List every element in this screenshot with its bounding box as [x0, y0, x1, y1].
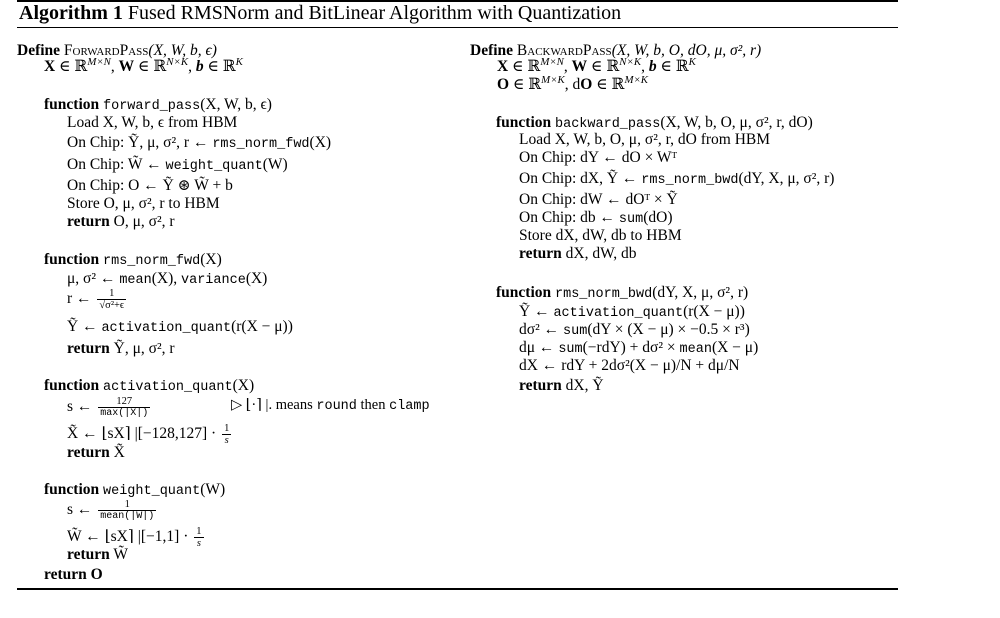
backward-pass-line: Load X, W, b, O, μ, σ², r, dO from HBM	[519, 131, 771, 148]
forward-define-types: X ∈ ℝ$^{M\times N}$, W ∈ ℝ$^{N\times K}$, b ∈ ℝ$^K$	[44, 55, 243, 75]
rms-norm-bwd-return: return dX, Ỹ	[519, 377, 604, 394]
rms-norm-bwd-line: dX ← rdY + 2dσ²(X − μ)/N + dμ/N	[519, 357, 740, 374]
forward-pass-return: return O, μ, σ², r	[67, 213, 175, 230]
backward-pass-line: Store dX, dW, db to HBM	[519, 227, 682, 244]
forward-pass-line: Load X, W, b, ϵ from HBM	[67, 114, 238, 131]
weight-quant-return: return W̃	[67, 546, 129, 563]
backward-pass-header: function backward_pass(X, W, b, O, μ, σ², r, dO)	[496, 114, 813, 132]
weight-quant-line: W̃ ← ⌊sX⌉ |[−1,1] · $\frac{1}{s}$	[67, 526, 202, 549]
fraction: $\frac{127}{\max(|X|)}$	[100, 396, 149, 419]
backward-define-types: O ∈ ℝ$^{M\times K}$, dO ∈ ℝ$^{M\times K}$	[497, 73, 649, 93]
rms-norm-fwd-line: μ, σ² ← mean(X), variance(X)	[67, 270, 268, 288]
algorithm-caption: Fused RMSNorm and BitLinear Algorithm with Quantization	[127, 2, 622, 24]
fraction: $\frac{1}{\text{√σ²+ϵ}}$	[99, 288, 125, 311]
backward-pass-line: On Chip: dW ← dOᵀ × Ỹ	[519, 191, 678, 208]
final-return: return O	[44, 566, 103, 583]
forward-pass-line: On Chip: W̃ ← weight_quant(W)	[67, 156, 288, 174]
fraction: $\frac{1}{s}$	[224, 423, 230, 446]
rms-norm-fwd-header: function rms_norm_fwd(X)	[44, 251, 222, 269]
forward-pass-line: On Chip: O ← Ỹ ⊛ W̃ + b	[67, 177, 233, 194]
backward-pass-return: return dX, dW, db	[519, 245, 637, 262]
weight-quant-header: function weight_quant(W)	[44, 481, 226, 499]
bottom-rule	[17, 588, 898, 590]
activation-quant-line: X̃ ← ⌊sX⌉ |[−128,127] · $\frac{1}{s}$	[67, 423, 230, 446]
forward-pass-header: function forward_pass(X, W, b, ϵ)	[44, 96, 272, 114]
fraction: $\frac{1}{s}$	[196, 526, 202, 549]
weight-quant-line: s ← $\frac{1}{\text{mean(|W|)}}$	[67, 499, 155, 522]
forward-define: Define ForwardPass(X, W, b, ϵ)	[17, 42, 217, 59]
algorithm-label: Algorithm 1	[19, 2, 123, 24]
rms-norm-bwd-header: function rms_norm_bwd(dY, X, μ, σ², r)	[496, 284, 749, 302]
rms-norm-fwd-return: return Ỹ, μ, σ², r	[67, 340, 175, 357]
backward-pass-line: On Chip: dY ← dO × Wᵀ	[519, 149, 678, 166]
activation-quant-line: s ← $\frac{127}{\max(|X|)}$	[67, 396, 149, 419]
rms-norm-fwd-line: Ỹ ← activation_quant(r(X − μ))	[67, 318, 293, 336]
rms-norm-bwd-line: dσ² ← sum(dY × (X − μ) × −0.5 × r³)	[519, 321, 750, 339]
activation-quant-return: return X̃	[67, 444, 125, 461]
backward-define-types: X ∈ ℝ$^{M\times N}$, W ∈ ℝ$^{N\times K}$, b ∈ ℝ$^K$	[497, 55, 696, 75]
algorithm-title	[19, 2, 621, 25]
title-rule	[17, 27, 898, 28]
quantization-comment: ▷ ⌊·⌉ |. means round then clamp	[231, 397, 430, 414]
backward-pass-line: On Chip: dX, Ỹ ← rms_norm_bwd(dY, X, μ, σ², r)	[519, 170, 835, 188]
rms-norm-bwd-line: Ỹ ← activation_quant(r(X − μ))	[519, 303, 745, 321]
forward-pass-line: On Chip: Ỹ, μ, σ², r ← rms_norm_fwd(X)	[67, 134, 332, 152]
rms-norm-bwd-line: dμ ← sum(−rdY) + dσ² × mean(X − μ)	[519, 339, 759, 357]
activation-quant-header: function activation_quant(X)	[44, 377, 255, 395]
backward-pass-line: On Chip: db ← sum(dO)	[519, 209, 673, 227]
rms-norm-fwd-line: r ← $\frac{1}{\text{√σ²+ϵ}}$	[67, 288, 125, 311]
fraction: $\frac{1}{\text{mean(|W|)}}$	[100, 499, 155, 522]
backward-define: Define BackwardPass(X, W, b, O, dO, μ, σ², r)	[470, 42, 762, 59]
forward-pass-line: Store O, μ, σ², r to HBM	[67, 195, 220, 212]
